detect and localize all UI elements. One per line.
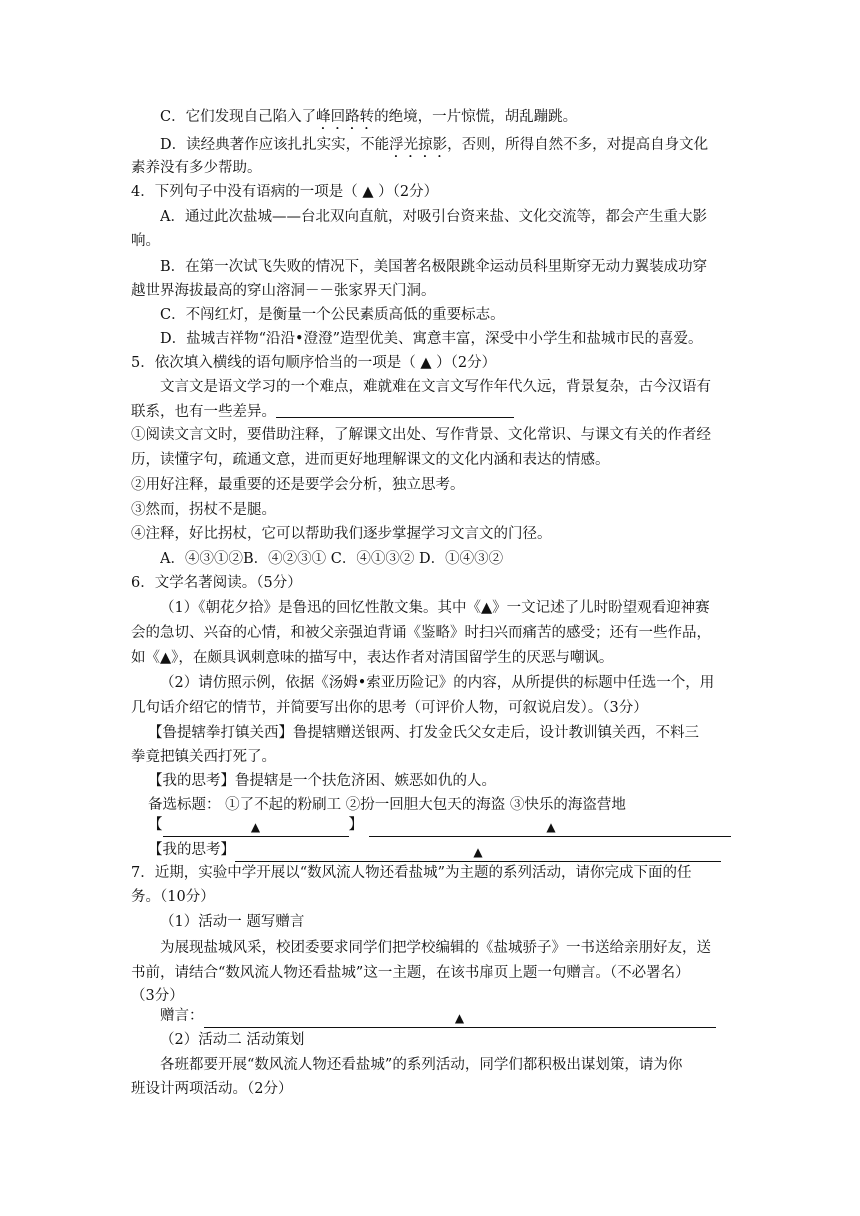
q5-sentence-4: ④注释，好比拐杖，它可以帮助我们逐步掌握学习文言文的门径。 xyxy=(131,526,552,542)
q7-activity-2: （2）活动二 活动策划 xyxy=(160,1032,305,1048)
q5-passage-cont xyxy=(131,399,731,423)
q3-option-d xyxy=(160,133,731,157)
q3-d-dotted: 浮光掠影 xyxy=(389,137,448,153)
q6-part1-cont: 会的急切、兴奋的心情，和被父亲强迫背诵《鉴略》时扫兴而痛苦的感受；还有一些作品， xyxy=(131,625,711,641)
answer-mark-icon: ▲ xyxy=(546,820,556,834)
q6-answer-thought-row xyxy=(148,838,731,862)
q4-option-c: C．不闯红灯，是衡量一个公民素质高低的重要标志。 xyxy=(160,307,505,323)
q5-stem: 5．依次填入横线的语句顺序恰当的一项是（ ▲ ）（2分） xyxy=(131,355,497,371)
q5-sentence-2: ②用好注释，最重要的还是要学会分析，独立思考。 xyxy=(131,477,465,493)
answer-mark-icon: ▲ xyxy=(250,820,261,834)
q6-stem: 6．文学名著阅读。（5分） xyxy=(131,575,302,591)
q6-example-thought: 【我的思考】鲁提辖是一个扶危济困、嫉恶如仇的人。 xyxy=(148,773,496,789)
q6-think-blank[interactable] xyxy=(235,843,721,862)
answer-mark-icon: ▲ xyxy=(473,845,483,859)
q7-gift-row xyxy=(160,1004,731,1028)
q3-c-dotted: 峰回路转 xyxy=(316,109,375,125)
q6-bracket-open: 【 xyxy=(148,817,163,833)
q7-gift-label: 赠言： xyxy=(160,1008,204,1024)
q5-sentence-3: ③然而，拐杖不是腿。 xyxy=(131,502,276,518)
q7-activity-1-text-cont: 书前，请结合“数风流人物还看盐城”这一主题，在该书扉页上题一句赠言。（不必署名） xyxy=(131,965,690,981)
q3-option-d-cont: 素养没有多少帮助。 xyxy=(131,160,262,176)
q3-d-post: ，否则，所得自然不多，对提高自身文化 xyxy=(447,137,709,153)
q6-part1-cont2: 如《▲》，在颇具讽刺意味的描写中，表达作者对清国留学生的厌恶与嘲讽。 xyxy=(131,650,614,666)
q4-option-a-cont: 响。 xyxy=(131,233,160,249)
q5-sentence-1: ①阅读文言文时，要借助注释，了解课文出处、写作背景、文化常识、与课文有关的作者经 xyxy=(131,427,711,443)
q6-part1: （1）《朝花夕拾》是鲁迅的回忆性散文集。其中《▲》一文记述了儿时盼望观看迎神赛 xyxy=(160,600,710,616)
q6-part2: （2）请仿照示例，依据《汤姆•索亚历险记》的内容，从所提供的标题中任选一个，用 xyxy=(160,675,715,691)
q4-option-d: D．盐城吉祥物“沿沿•澄澄”造型优美、寓意丰富，深受中小学生和盐城市民的喜爱。 xyxy=(160,331,703,347)
q6-part2-cont: 几句话介绍它的情节，并简要写出你的思考（可评价人物，可叙说启发）。（3分） xyxy=(131,700,648,716)
q7-activity-2-text-cont: 班设计两项活动。（2分） xyxy=(131,1081,293,1097)
q7-stem-cont: 务。（10分） xyxy=(131,889,215,905)
q6-bracket-close: 】 xyxy=(348,817,363,833)
q6-example-cont: 拳竟把镇关西打死了。 xyxy=(131,749,276,765)
q6-titles: 备选标题： ①了不起的粉刷工 ②扮一回胆大包天的海盗 ③快乐的海盗营地 xyxy=(148,797,626,813)
q5-sentence-1-cont: 历，读懂字句，疏通文意，进而更好地理解课文的文化内涵和表达的情感。 xyxy=(131,452,610,468)
q6-title-blank[interactable] xyxy=(163,818,349,837)
q4-option-b-cont: 越世界海拔最高的穿山溶洞－－张家界天门洞。 xyxy=(131,283,436,299)
q7-activity-2-text: 各班都要开展“数风流人物还看盐城”的系列活动，同学们都积极出谋划策，请为你 xyxy=(160,1057,683,1073)
q5-blank xyxy=(276,399,514,418)
q7-stem: 7．近期，实验中学开展以“数风流人物还看盐城”为主题的系列活动，请你完成下面的任 xyxy=(131,865,692,881)
answer-mark-icon: ▲ xyxy=(454,1011,465,1025)
q7-activity-1-text: 为展现盐城风采，校团委要求同学们把学校编辑的《盐城骄子》一书送给亲朋好友，送 xyxy=(160,940,711,956)
q4-stem: 4．下列句子中没有语病的一项是（ ▲ ）（2分） xyxy=(131,184,439,200)
q3-c-post: 的绝境，一片惊慌，胡乱蹦跳。 xyxy=(374,109,578,125)
q6-plot-blank[interactable] xyxy=(369,818,731,837)
q7-activity-1-score: （3分） xyxy=(131,988,184,1004)
q5-passage: 文言文是语文学习的一个难点，难就难在文言文写作年代久远，背景复杂，古今汉语有 xyxy=(160,379,711,395)
q6-think-label: 【我的思考】 xyxy=(148,842,235,858)
q4-option-b: B．在第一次试飞失败的情况下，美国著名极限跳伞运动员科里斯穿无动力翼装成功穿 xyxy=(160,259,708,275)
q7-activity-1: （1）活动一 题写赠言 xyxy=(160,914,305,930)
q6-example: 【鲁提辖拳打镇关西】鲁提辖赠送银两、打发金氏父女走后，设计教训镇关西，不料三 xyxy=(148,725,699,741)
q3-option-c xyxy=(160,105,731,129)
q3-d-pre: D．读经典著作应该扎扎实实，不能 xyxy=(160,137,390,153)
q5-options: A．④③①②B．④②③① C．④①③② D．①④③② xyxy=(160,551,504,567)
q3-c-pre: C．它们发现自己陷入了 xyxy=(160,109,317,125)
q6-answer-title-row xyxy=(148,813,731,837)
q7-gift-blank[interactable] xyxy=(204,1009,716,1028)
q4-option-a: A．通过此次盐城——台北双向直航，对吸引台资来盐、文化交流等，都会产生重大影 xyxy=(160,209,707,225)
q5-passage-text: 联系，也有一些差异。 xyxy=(131,404,276,420)
